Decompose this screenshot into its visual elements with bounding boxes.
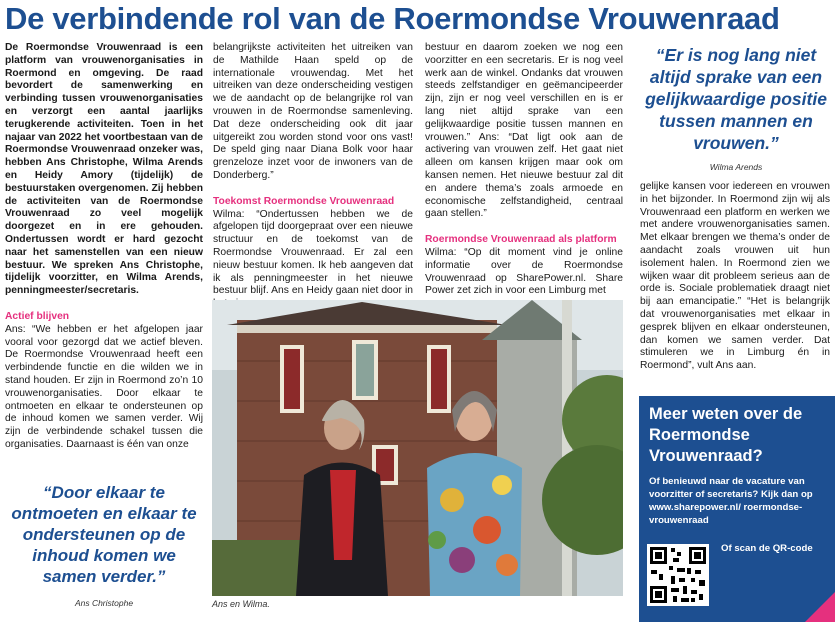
pull-quote-1: “Door elkaar te ontmoeten en elkaar te ondersteunen op de inhoud komen we samen verder.” — [11, 483, 197, 586]
headline: De verbindende rol van de Roermondse Vrouwenraad — [5, 1, 780, 36]
pull-quote-2-author: Wilma Arends — [709, 162, 763, 172]
paragraph: gelijke kansen voor iedereen en vrouwen in het bijzonder. In Roermond zijn wij als Vrouwenraad een platform en werken we met andere vrouwenorganisaties samen. Met elkaar brengen we thema’s onder de aandacht zoals vrouwen uit hun isolement halen. In Roermond zien we wijken waar dit probleem serieus aan de orde is. Sociale problematiek draagt niet bij aan emancipatie.” “Het is belangrijk dat vrouwenorganisaties met elkaar in gesprek blijven en elkaar ondersteunen, dan komen we samen verder. Dat stimuleren we in Limburg én in Roermond”, vult Ans aan. — [640, 181, 830, 372]
qr-code-icon[interactable] — [647, 544, 709, 606]
column-2 — [213, 42, 413, 311]
info-box-title: Meer weten over de Roermondse Vrouwenraad? — [649, 405, 803, 465]
photo-illustration — [212, 300, 623, 596]
subheading-toekomst: Toekomst Roermondse Vrouwenraad — [213, 195, 395, 207]
info-box-body: Of benieuwd naar de vacature van voorzitter of secretaris? Kijk dan op www.sharepower.nl/ roermondse-vrouwenraad — [649, 476, 813, 526]
subheading-platform: Roermondse Vrouwenraad als platform — [425, 234, 617, 246]
column-3 — [425, 42, 623, 298]
column-4 — [640, 181, 830, 373]
paragraph: Ans: “We hebben er het afgelopen jaar vooral voor gezorgd dat we actief bleven. De Roermondse Vrouwenraad heeft een verbindende functie en die wilden we in stand houden. Er zijn in Roermond zo’n 10 vrouwenorganisaties. Door elkaar te ontmoeten en elkaar te ondersteunen op de inhoud komen we samen verder. Wij zijn de verbindende schakel tussen die organisaties. Daarnaast is één van onze — [5, 323, 203, 450]
pull-quote-2: “Er is nog lang niet altijd sprake van een gelijkwaardige positie tussen mannen en vrouwen.” — [645, 45, 827, 153]
photo-ans-and-wilma — [212, 300, 623, 596]
info-box — [639, 396, 835, 622]
paragraph: bestuur en daarom zoeken we nog een voorzitter en een secretaris. Er is nog veel werk aan de winkel. Ondanks dat vrouwen steeds zelfstandiger en geëmancipeerder zijn, zijn er nog veel verschillen en is er lang niet altijd sprake van een gelijkwaardige positie tussen mannen en vrouwen.” Ans: “Dat ligt ook aan de activering van vrouwen zelf. Het gaat niet alleen om kansen krijgen maar ook om kansen nemen. Het nieuwe bestuur zal dit en andere thema’s zoals armoede en economische zelfstandigheid, centraal gaan stellen.” — [425, 42, 623, 220]
qr-label: Of scan de QR-code — [721, 543, 813, 554]
intro-paragraph: De Roermondse Vrouwenraad is een platform van vrouwenorganisaties in Roermond en omgeving. De raad bevordert de samenwerking en verbinding tussen vrouwenorganisaties en verzorgt een aantal jaarlijks terugkerende activiteiten. Toen in het najaar van 2022 het voortbestaan van de Roermondse Vrouwenraad onzeker was, hebben Ans Christophe, Wilma Arends en Heidy Amory (tijdelijk) de bestuurstaken overgenomen. Zij hebben de activiteiten van de Roermondse Vrouwenraad zo veel mogelijk doorgezet en in ere gehouden. Ondertussen wordt er hard gezocht naar het samenstellen van een nieuw bestuur. We spreken Ans Christophe, tijdelijk voorzitter, en Wilma Arends, penningmeester/secretaris. — [5, 42, 204, 297]
subheading-actief-blijven: Actief blijven — [5, 310, 70, 322]
corner-accent — [805, 592, 835, 622]
qr-code-graphic — [647, 544, 709, 606]
column-1 — [5, 42, 203, 452]
paragraph: belangrijkste activiteiten het uitreiken van de Mathilde Haan speld op de internationale vrouwendag. Met het uitreiken van deze onderscheiding vestigen we de aandacht op de belangrijke rol van vrouwen in de Roermondse samenleving. Dat deze onderscheiding ook dit jaar uitgereikt zou worden stond voor ons vast! De speld ging naar Diana Bolk voor haar grenzeloze inzet voor de inwoners van de Donderberg.” — [213, 42, 413, 181]
paragraph: Wilma: “Ondertussen hebben we de afgelopen tijd doorgepraat over een nieuwe structuur en de toekomst van de Roermondse Vrouwenraad. Er zal een nieuw bestuur komen. Ik heb aangeven dat ik als penningmeester in het nieuwe bestuur blijf. Ans en Heidy gaan niet door in — [213, 208, 413, 297]
pull-quote-1-author: Ans Christophe — [74, 598, 134, 608]
photo-caption: Ans en Wilma. — [212, 599, 270, 609]
paragraph: Wilma: “Op dit moment vind je online informatie over de Roermondse Vrouwenraad op SharePower.nl. Share Power zet zich in voor een Limburg met — [425, 246, 623, 297]
